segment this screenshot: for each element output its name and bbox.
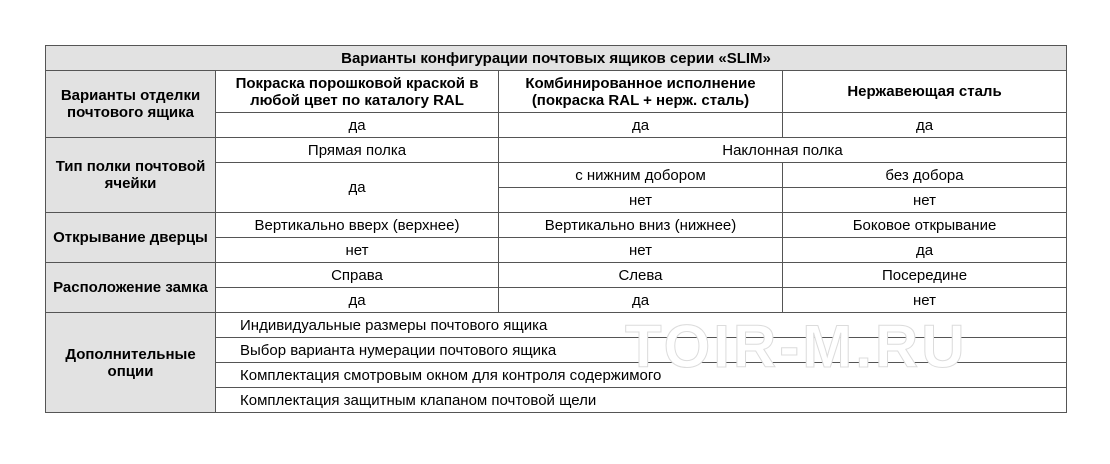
shelf-inclined-without-trim-value: нет (783, 188, 1067, 213)
extra-option-window: Комплектация смотровым окном для контроля содержимого (216, 363, 1067, 388)
door-value-up: нет (216, 238, 499, 263)
extra-option-flap: Комплектация защитным клапаном почтовой щели (216, 388, 1067, 413)
lock-option-right: Справа (216, 263, 499, 288)
finish-value-combined: да (499, 113, 783, 138)
finish-option-ral: Покраска порошковой краской в любой цвет по каталогу RAL (216, 71, 499, 113)
shelf-straight: Прямая полка (216, 138, 499, 163)
config-table-wrapper (45, 45, 1066, 413)
table-title: Варианты конфигурации почтовых ящиков серии «SLIM» (46, 46, 1067, 71)
door-option-up: Вертикально вверх (верхнее) (216, 213, 499, 238)
extra-option-numbering: Выбор варианта нумерации почтового ящика (216, 338, 1067, 363)
door-value-down: нет (499, 238, 783, 263)
shelf-inclined-with-trim: с нижним добором (499, 163, 783, 188)
finish-value-ral: да (216, 113, 499, 138)
lock-value-left: да (499, 288, 783, 313)
row-header-door: Открывание дверцы (46, 213, 216, 263)
shelf-inclined: Наклонная полка (499, 138, 1067, 163)
lock-option-left: Слева (499, 263, 783, 288)
config-table (45, 45, 1067, 413)
door-value-side: да (783, 238, 1067, 263)
watermark-logo: TOIR-M.RU (625, 313, 968, 380)
finish-option-combined: Комбинированное исполнение (покраска RAL + нерж. сталь) (499, 71, 783, 113)
lock-option-middle: Посередине (783, 263, 1067, 288)
row-header-shelf: Тип полки почтовой ячейки (46, 138, 216, 213)
door-option-down: Вертикально вниз (нижнее) (499, 213, 783, 238)
extra-option-sizes: Индивидуальные размеры почтового ящика (216, 313, 1067, 338)
finish-value-steel: да (783, 113, 1067, 138)
row-header-lock: Расположение замка (46, 263, 216, 313)
finish-option-steel: Нержавеющая сталь (783, 71, 1067, 113)
shelf-inclined-with-trim-value: нет (499, 188, 783, 213)
lock-value-right: да (216, 288, 499, 313)
row-header-extra: Дополнительные опции (46, 313, 216, 413)
shelf-inclined-without-trim: без добора (783, 163, 1067, 188)
row-header-finish: Варианты отделки почтового ящика (46, 71, 216, 138)
shelf-straight-value: да (216, 163, 499, 213)
door-option-side: Боковое открывание (783, 213, 1067, 238)
lock-value-middle: нет (783, 288, 1067, 313)
